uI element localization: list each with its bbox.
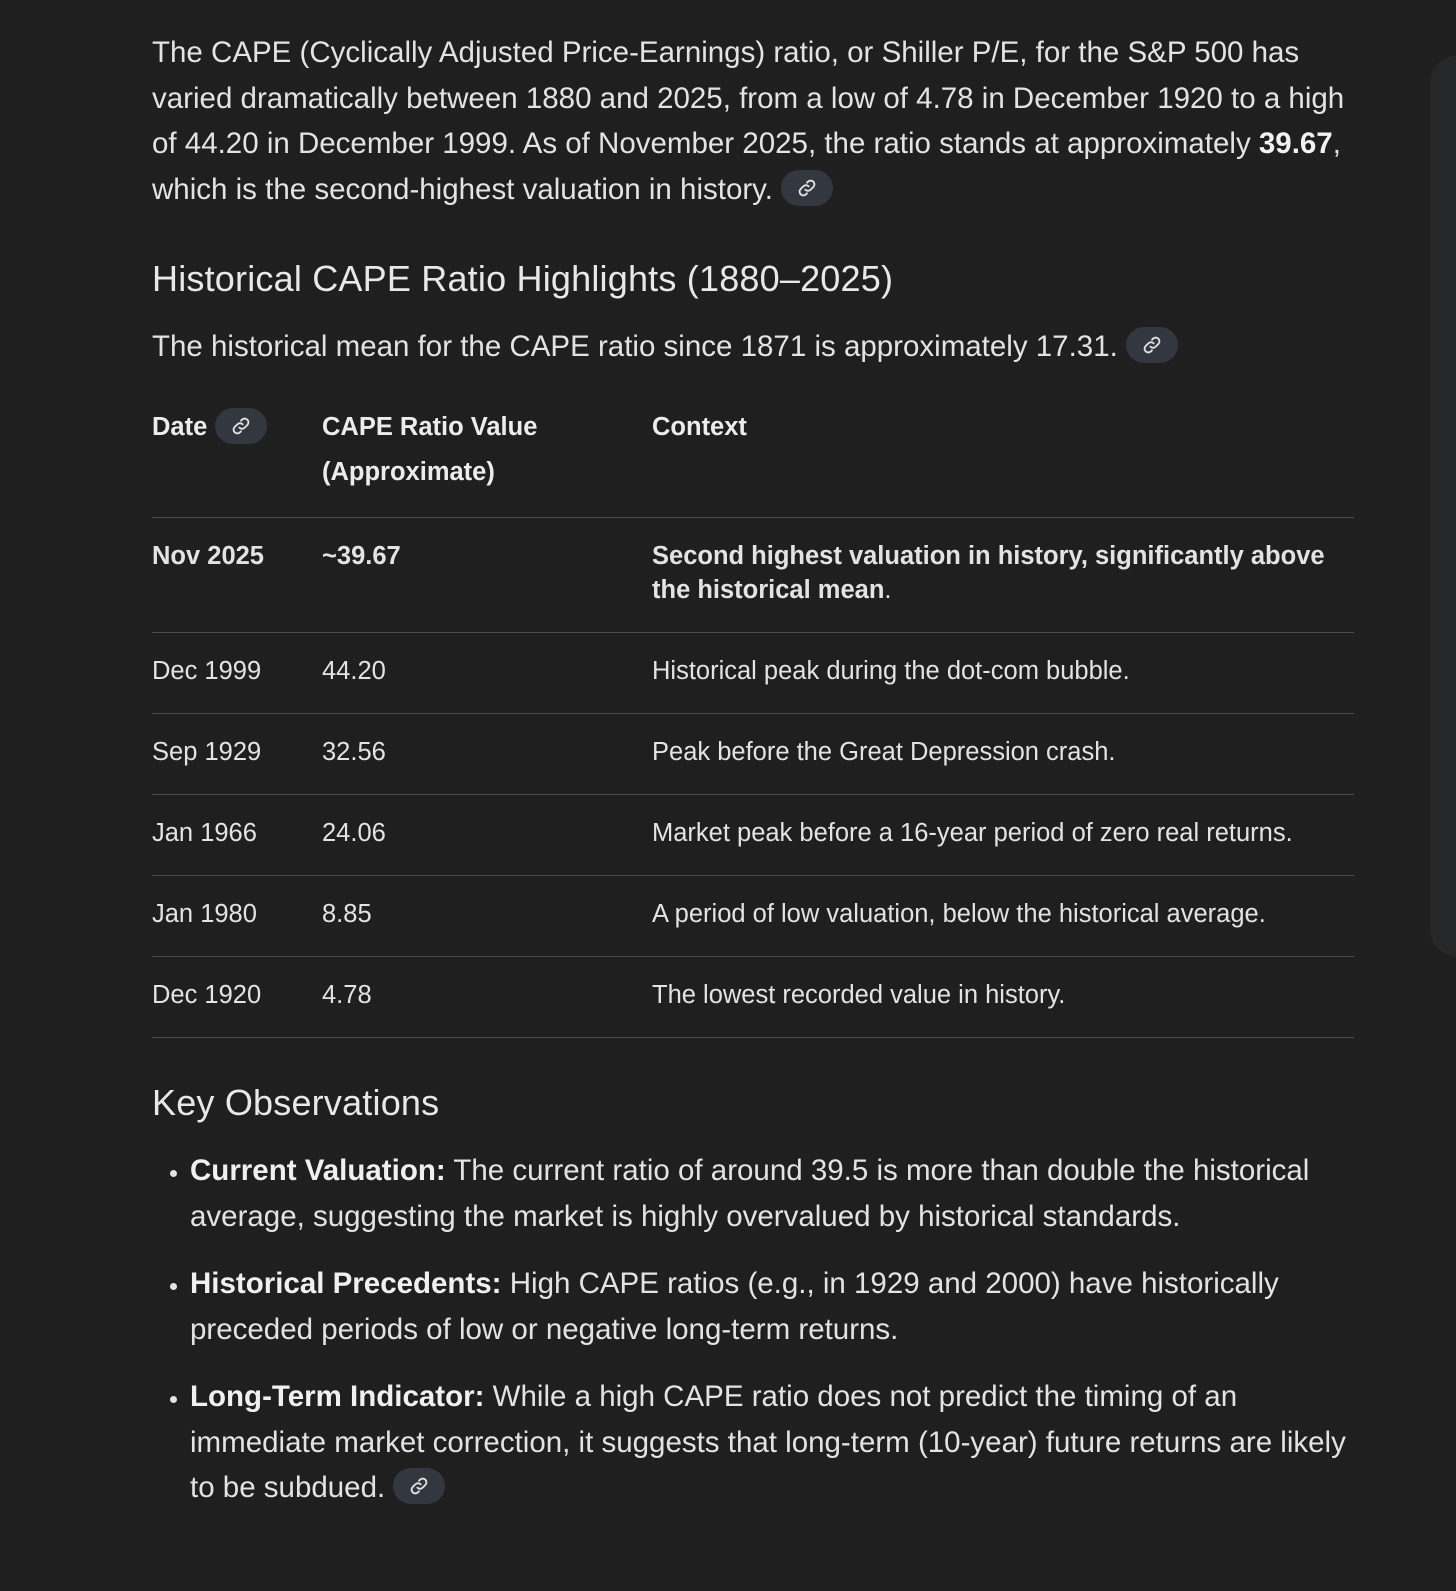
link-icon — [409, 1476, 429, 1496]
cell-date: Dec 1920 — [152, 957, 322, 1038]
item-text: The current ratio of around 39.5 is more than double the historical average, suggesting the market is highly overvalued by historical standards. — [190, 1154, 1310, 1233]
table-row — [152, 957, 1354, 1038]
item-text: High CAPE ratios (e.g., in 1929 and 2000) have historically preceded periods of low or negative long-term returns. — [190, 1267, 1279, 1346]
link-icon — [797, 178, 817, 198]
item-label: Current Valuation: — [190, 1154, 446, 1187]
link-icon — [1142, 335, 1162, 355]
cell-context: Peak before the Great Depression crash. — [652, 714, 1354, 795]
header-date — [152, 397, 322, 518]
cell-date: Jan 1966 — [152, 795, 322, 876]
observations-heading: Key Observations — [152, 1082, 440, 1123]
table-header-row — [152, 397, 1354, 518]
header-date-label: Date — [152, 413, 208, 441]
item-label: Long-Term Indicator: — [190, 1380, 485, 1413]
cell-date: Dec 1999 — [152, 633, 322, 714]
historical-mean-text — [152, 324, 1354, 369]
table-row — [152, 795, 1354, 876]
intro-bold-value: 39.67 — [1258, 127, 1333, 160]
cell-value: 4.78 — [322, 957, 652, 1038]
cell-date: Sep 1929 — [152, 714, 322, 795]
table-row — [152, 714, 1354, 795]
cell-context: The lowest recorded value in history. — [652, 957, 1354, 1038]
cell-date: Jan 1980 — [152, 876, 322, 957]
intro-text: The CAPE (Cyclically Adjusted Price-Earnings) ratio, or Shiller P/E, for the S&P 500 has varied dramatically between 1880 and 2025, from a low of 4.78 in December 1920 to a high of 44.20 in December 1999. As of November 2025, the ratio stands at approximately — [152, 36, 1345, 160]
item-label: Historical Precedents: — [190, 1267, 502, 1300]
intro-text-end: , which is the second-highest valuation in history. — [152, 127, 1341, 206]
table-row — [152, 518, 1354, 633]
intro-paragraph — [152, 30, 1354, 212]
cell-value: 32.56 — [322, 714, 652, 795]
cell-context — [652, 518, 1354, 633]
source-link-button[interactable] — [393, 1468, 445, 1504]
cell-context-text: Second highest valuation in history, significantly above the historical mean — [652, 542, 1325, 604]
source-link-button[interactable] — [215, 408, 267, 444]
highlights-heading: Historical CAPE Ratio Highlights (1880–2025) — [152, 258, 894, 299]
cell-value: ~39.67 — [322, 518, 652, 633]
side-panel-edge — [1430, 56, 1456, 956]
cell-value: 8.85 — [322, 876, 652, 957]
header-context: Context — [652, 397, 1354, 518]
cell-context: A period of low valuation, below the historical average. — [652, 876, 1354, 957]
cell-context: Market peak before a 16-year period of zero real returns. — [652, 795, 1354, 876]
cell-value: 44.20 — [322, 633, 652, 714]
list-item — [190, 1261, 1354, 1352]
header-value-line1: CAPE Ratio Value — [322, 413, 538, 441]
link-icon — [231, 416, 251, 436]
header-value — [322, 397, 652, 518]
mean-text: The historical mean for the CAPE ratio since 1871 is approximately 17.31. — [152, 330, 1118, 363]
cell-context: Historical peak during the dot-com bubble. — [652, 633, 1354, 714]
list-item — [190, 1374, 1354, 1511]
cell-value: 24.06 — [322, 795, 652, 876]
cell-date: Nov 2025 — [152, 518, 322, 633]
table-row — [152, 876, 1354, 957]
observations-list — [152, 1148, 1354, 1511]
item-text: While a high CAPE ratio does not predict the timing of an immediate market correction, it suggests that long-term (10-year) future returns are likely to be subdued. — [190, 1380, 1346, 1504]
cell-context-suffix: . — [884, 576, 892, 604]
response-content — [152, 30, 1354, 1533]
list-item — [190, 1148, 1354, 1239]
header-value-line2: (Approximate) — [322, 458, 495, 486]
source-link-button[interactable] — [781, 170, 833, 206]
source-link-button[interactable] — [1126, 327, 1178, 363]
table-row — [152, 633, 1354, 714]
cape-table — [152, 397, 1354, 1038]
